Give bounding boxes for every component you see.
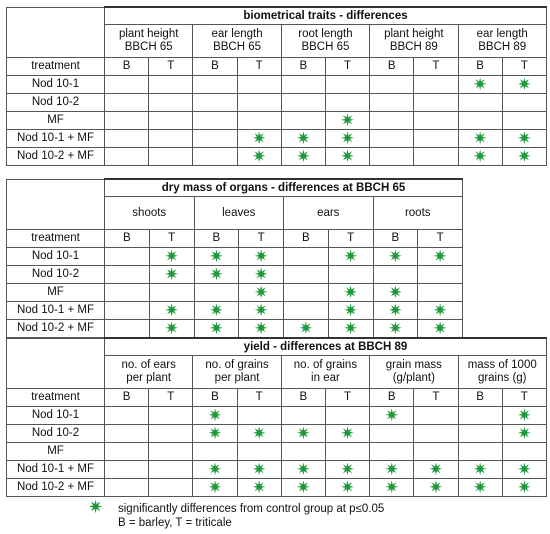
corner-blank-cell bbox=[7, 179, 105, 230]
sub-header-t: T bbox=[325, 58, 369, 76]
empty-cell bbox=[193, 130, 237, 148]
significance-star-icon: ✷ bbox=[237, 425, 281, 443]
sub-header-b: B bbox=[105, 58, 149, 76]
legend-abbreviation-text: B = barley, T = triticale bbox=[118, 517, 232, 529]
empty-cell bbox=[281, 407, 325, 425]
treatment-label: Nod 10-1 + MF bbox=[7, 130, 105, 148]
significance-star-icon: ✷ bbox=[325, 479, 369, 497]
sub-header-b: B bbox=[370, 58, 414, 76]
empty-cell bbox=[105, 320, 150, 338]
significance-star-icon: ✷ bbox=[284, 320, 329, 338]
empty-cell bbox=[149, 94, 193, 112]
empty-cell bbox=[105, 407, 149, 425]
significance-star-icon: ✷ bbox=[149, 248, 194, 266]
significance-star-icon: ✷ bbox=[281, 148, 325, 166]
column-group-header: plant height BBCH 89 bbox=[370, 25, 458, 58]
empty-cell bbox=[328, 266, 373, 284]
column-group-header: no. of grains per plant bbox=[193, 356, 281, 389]
significance-star-icon: ✷ bbox=[281, 130, 325, 148]
sub-header-b: B bbox=[105, 230, 150, 248]
significance-star-icon: ✷ bbox=[237, 130, 281, 148]
empty-cell bbox=[105, 76, 149, 94]
sub-header-t: T bbox=[414, 58, 458, 76]
significance-star-icon: ✷ bbox=[373, 248, 418, 266]
empty-cell bbox=[414, 407, 458, 425]
empty-cell bbox=[281, 443, 325, 461]
column-group-header: mass of 1000 grains (g) bbox=[458, 356, 546, 389]
empty-cell bbox=[105, 479, 149, 497]
empty-cell bbox=[458, 443, 502, 461]
significance-star-icon: ✷ bbox=[458, 130, 502, 148]
treatment-label: MF bbox=[7, 112, 105, 130]
empty-cell bbox=[193, 443, 237, 461]
treatment-label: Nod 10-1 + MF bbox=[7, 461, 105, 479]
column-group-header: root length BBCH 65 bbox=[281, 25, 369, 58]
column-group-header: plant height BBCH 65 bbox=[105, 25, 193, 58]
table-row bbox=[7, 112, 547, 130]
significance-star-icon: ✷ bbox=[325, 130, 369, 148]
significance-star-icon: ✷ bbox=[502, 130, 546, 148]
significance-star-icon: ✷ bbox=[373, 320, 418, 338]
empty-cell bbox=[458, 407, 502, 425]
empty-cell bbox=[105, 148, 149, 166]
empty-cell bbox=[105, 112, 149, 130]
sub-header-t: T bbox=[502, 389, 546, 407]
empty-cell bbox=[105, 248, 150, 266]
sub-header-t: T bbox=[328, 230, 373, 248]
significance-star-icon: ✷ bbox=[458, 148, 502, 166]
significance-star-icon: ✷ bbox=[328, 320, 373, 338]
table-row bbox=[7, 284, 463, 302]
empty-cell bbox=[370, 148, 414, 166]
significance-star-icon: ✷ bbox=[149, 266, 194, 284]
empty-cell bbox=[193, 76, 237, 94]
sub-header-b: B bbox=[458, 58, 502, 76]
empty-cell bbox=[237, 407, 281, 425]
treatment-label: Nod 10-2 bbox=[7, 94, 105, 112]
empty-cell bbox=[414, 94, 458, 112]
empty-cell bbox=[370, 112, 414, 130]
empty-cell bbox=[105, 94, 149, 112]
table-dry-mass bbox=[6, 178, 463, 338]
significance-star-icon: ✷ bbox=[193, 479, 237, 497]
empty-cell bbox=[105, 130, 149, 148]
significance-star-icon: ✷ bbox=[88, 497, 104, 517]
empty-cell bbox=[373, 266, 418, 284]
significance-star-icon: ✷ bbox=[502, 461, 546, 479]
column-group-header: ear length BBCH 65 bbox=[193, 25, 281, 58]
empty-cell bbox=[237, 112, 281, 130]
significance-star-icon: ✷ bbox=[328, 302, 373, 320]
table-row bbox=[7, 130, 547, 148]
empty-cell bbox=[105, 266, 150, 284]
treatment-header: treatment bbox=[7, 389, 105, 407]
significance-star-icon: ✷ bbox=[325, 148, 369, 166]
empty-cell bbox=[193, 148, 237, 166]
significance-star-icon: ✷ bbox=[149, 320, 194, 338]
sub-header-t: T bbox=[502, 58, 546, 76]
column-group-header: ear length BBCH 89 bbox=[458, 25, 546, 58]
column-group-header: no. of grains in ear bbox=[281, 356, 369, 389]
empty-cell bbox=[149, 407, 193, 425]
empty-cell bbox=[105, 461, 149, 479]
treatment-label: Nod 10-2 bbox=[7, 425, 105, 443]
significance-star-icon: ✷ bbox=[194, 302, 239, 320]
significance-star-icon: ✷ bbox=[370, 479, 414, 497]
significance-star-icon: ✷ bbox=[194, 248, 239, 266]
significance-star-icon: ✷ bbox=[237, 479, 281, 497]
empty-cell bbox=[502, 112, 546, 130]
empty-cell bbox=[418, 284, 463, 302]
sub-header-t: T bbox=[418, 230, 463, 248]
empty-cell bbox=[237, 443, 281, 461]
empty-cell bbox=[414, 130, 458, 148]
sub-header-b: B bbox=[284, 230, 329, 248]
sub-header-b: B bbox=[458, 389, 502, 407]
sub-header-b: B bbox=[370, 389, 414, 407]
significance-star-icon: ✷ bbox=[325, 425, 369, 443]
table-row bbox=[7, 248, 463, 266]
treatment-label: MF bbox=[7, 443, 105, 461]
empty-cell bbox=[370, 425, 414, 443]
significance-star-icon: ✷ bbox=[414, 461, 458, 479]
empty-cell bbox=[237, 76, 281, 94]
significance-star-icon: ✷ bbox=[194, 320, 239, 338]
significance-star-icon: ✷ bbox=[281, 425, 325, 443]
empty-cell bbox=[284, 302, 329, 320]
table-row bbox=[7, 148, 547, 166]
table-biometrical-traits bbox=[6, 6, 547, 166]
table-row bbox=[7, 302, 463, 320]
significance-star-icon: ✷ bbox=[193, 407, 237, 425]
significance-star-icon: ✷ bbox=[370, 407, 414, 425]
empty-cell bbox=[325, 94, 369, 112]
significance-star-icon: ✷ bbox=[458, 461, 502, 479]
empty-cell bbox=[281, 94, 325, 112]
empty-cell bbox=[458, 94, 502, 112]
empty-cell bbox=[193, 94, 237, 112]
table-title: biometrical traits - differences bbox=[105, 7, 547, 25]
sub-header-b: B bbox=[194, 230, 239, 248]
empty-cell bbox=[105, 443, 149, 461]
column-group-header: no. of ears per plant bbox=[105, 356, 193, 389]
column-group-header: roots bbox=[373, 197, 463, 230]
column-group-header: ears bbox=[284, 197, 374, 230]
sub-header-b: B bbox=[105, 389, 149, 407]
significance-star-icon: ✷ bbox=[325, 461, 369, 479]
sub-header-b: B bbox=[281, 389, 325, 407]
significance-star-icon: ✷ bbox=[281, 479, 325, 497]
corner-blank-cell bbox=[7, 338, 105, 389]
treatment-header: treatment bbox=[7, 58, 105, 76]
empty-cell bbox=[502, 443, 546, 461]
empty-cell bbox=[414, 425, 458, 443]
table-yield bbox=[6, 337, 547, 497]
significance-star-icon: ✷ bbox=[237, 148, 281, 166]
sub-header-t: T bbox=[237, 389, 281, 407]
table-title: yield - differences at BBCH 89 bbox=[105, 338, 547, 356]
sub-header-b: B bbox=[373, 230, 418, 248]
empty-cell bbox=[370, 76, 414, 94]
column-group-header: grain mass (g/plant) bbox=[370, 356, 458, 389]
empty-cell bbox=[284, 266, 329, 284]
significance-star-icon: ✷ bbox=[373, 284, 418, 302]
table-row bbox=[7, 266, 463, 284]
empty-cell bbox=[414, 76, 458, 94]
significance-star-icon: ✷ bbox=[239, 266, 284, 284]
empty-cell bbox=[458, 112, 502, 130]
column-group-header: leaves bbox=[194, 197, 284, 230]
empty-cell bbox=[149, 425, 193, 443]
empty-cell bbox=[105, 302, 150, 320]
empty-cell bbox=[325, 407, 369, 425]
empty-cell bbox=[194, 284, 239, 302]
sub-header-t: T bbox=[325, 389, 369, 407]
significance-star-icon: ✷ bbox=[194, 266, 239, 284]
significance-star-icon: ✷ bbox=[193, 461, 237, 479]
empty-cell bbox=[284, 284, 329, 302]
empty-cell bbox=[149, 443, 193, 461]
treatment-label: Nod 10-2 + MF bbox=[7, 148, 105, 166]
empty-cell bbox=[325, 443, 369, 461]
empty-cell bbox=[284, 248, 329, 266]
table-row bbox=[7, 479, 547, 497]
empty-cell bbox=[458, 425, 502, 443]
sub-header-t: T bbox=[237, 58, 281, 76]
significance-star-icon: ✷ bbox=[502, 407, 546, 425]
table-row bbox=[7, 94, 547, 112]
significance-star-icon: ✷ bbox=[149, 302, 194, 320]
empty-cell bbox=[281, 76, 325, 94]
sub-header-b: B bbox=[281, 58, 325, 76]
empty-cell bbox=[502, 94, 546, 112]
treatment-label: MF bbox=[7, 284, 105, 302]
sub-header-b: B bbox=[193, 58, 237, 76]
empty-cell bbox=[149, 130, 193, 148]
empty-cell bbox=[370, 94, 414, 112]
significance-star-icon: ✷ bbox=[239, 248, 284, 266]
corner-blank-cell bbox=[7, 7, 105, 58]
significance-star-icon: ✷ bbox=[237, 461, 281, 479]
table-row bbox=[7, 320, 463, 338]
treatment-label: Nod 10-1 bbox=[7, 248, 105, 266]
significance-star-icon: ✷ bbox=[239, 302, 284, 320]
significance-star-icon: ✷ bbox=[281, 461, 325, 479]
empty-cell bbox=[414, 112, 458, 130]
column-group-header: shoots bbox=[105, 197, 195, 230]
empty-cell bbox=[149, 76, 193, 94]
treatment-label: Nod 10-1 bbox=[7, 76, 105, 94]
significance-star-icon: ✷ bbox=[328, 284, 373, 302]
significance-star-icon: ✷ bbox=[239, 284, 284, 302]
sub-header-t: T bbox=[149, 230, 194, 248]
significance-star-icon: ✷ bbox=[502, 76, 546, 94]
legend bbox=[88, 497, 385, 530]
empty-cell bbox=[105, 284, 150, 302]
significance-star-icon: ✷ bbox=[502, 425, 546, 443]
treatment-header: treatment bbox=[7, 230, 105, 248]
empty-cell bbox=[105, 425, 149, 443]
significance-star-icon: ✷ bbox=[239, 320, 284, 338]
empty-cell bbox=[149, 461, 193, 479]
sub-header-t: T bbox=[414, 389, 458, 407]
empty-cell bbox=[193, 112, 237, 130]
empty-cell bbox=[149, 479, 193, 497]
treatment-label: Nod 10-1 + MF bbox=[7, 302, 105, 320]
significance-star-icon: ✷ bbox=[418, 320, 463, 338]
treatment-label: Nod 10-1 bbox=[7, 407, 105, 425]
sub-header-b: B bbox=[193, 389, 237, 407]
significance-star-icon: ✷ bbox=[373, 302, 418, 320]
significance-star-icon: ✷ bbox=[418, 302, 463, 320]
empty-cell bbox=[370, 443, 414, 461]
sub-header-t: T bbox=[149, 389, 193, 407]
treatment-label: Nod 10-2 + MF bbox=[7, 479, 105, 497]
empty-cell bbox=[414, 443, 458, 461]
significance-star-icon: ✷ bbox=[325, 112, 369, 130]
empty-cell bbox=[414, 148, 458, 166]
legend-significance-text: significantly differences from control group at p≤0.05 bbox=[118, 503, 385, 515]
significance-star-icon: ✷ bbox=[458, 479, 502, 497]
empty-cell bbox=[149, 112, 193, 130]
empty-cell bbox=[325, 76, 369, 94]
significance-star-icon: ✷ bbox=[502, 148, 546, 166]
treatment-label: Nod 10-2 + MF bbox=[7, 320, 105, 338]
table-row bbox=[7, 425, 547, 443]
significance-star-icon: ✷ bbox=[458, 76, 502, 94]
empty-cell bbox=[149, 148, 193, 166]
sub-header-t: T bbox=[149, 58, 193, 76]
sub-header-t: T bbox=[239, 230, 284, 248]
empty-cell bbox=[281, 112, 325, 130]
empty-cell bbox=[418, 266, 463, 284]
table-row bbox=[7, 76, 547, 94]
empty-cell bbox=[370, 130, 414, 148]
table-row bbox=[7, 443, 547, 461]
table-row bbox=[7, 407, 547, 425]
significance-star-icon: ✷ bbox=[414, 479, 458, 497]
significance-star-icon: ✷ bbox=[193, 425, 237, 443]
table-title: dry mass of organs - differences at BBCH 65 bbox=[105, 179, 463, 197]
significance-star-icon: ✷ bbox=[418, 248, 463, 266]
treatment-label: Nod 10-2 bbox=[7, 266, 105, 284]
significance-star-icon: ✷ bbox=[502, 479, 546, 497]
table-row bbox=[7, 461, 547, 479]
significance-star-icon: ✷ bbox=[370, 461, 414, 479]
significance-star-icon: ✷ bbox=[328, 248, 373, 266]
empty-cell bbox=[237, 94, 281, 112]
empty-cell bbox=[149, 284, 194, 302]
